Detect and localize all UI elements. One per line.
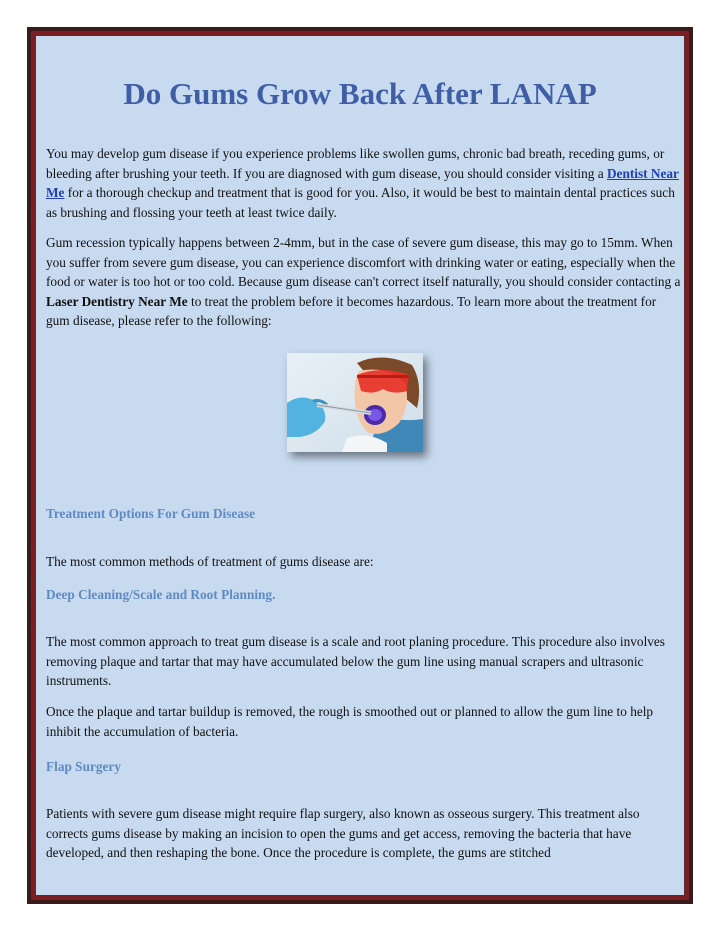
flap-surgery-heading: Flap Surgery (46, 759, 121, 774)
page-title: Do Gums Grow Back After LANAP (123, 76, 597, 111)
deep-cleaning-paragraph-1: The most common approach to treat gum disease is a scale and root planing procedure. This procedure also involves removing plaque and tartar that may have accumulated below the gum line using manual scrapers and ultrasonic instruments. (46, 634, 665, 689)
deep-cleaning-heading: Deep Cleaning/Scale and Root Planning. (46, 587, 276, 602)
recession-text-b: to treat the problem before it becomes hazardous. To learn more about the treatment for gum disease, please refer to the following: (46, 293, 657, 329)
methods-intro: The most common methods of treatment of gums disease are: (46, 554, 374, 569)
deep-cleaning-paragraph-2: Once the plaque and tartar buildup is removed, the rough is smoothed out or planned to allow the gum line to help inhibit the accumulation of bacteria. (46, 704, 654, 739)
intro-text-a: You may develop gum disease if you experience problems like swollen gums, chronic bad breath, receding gums, or bleeding after brushing your teeth. If you are diagnosed with gum disease, you should consider visiting a (46, 146, 665, 181)
flap-surgery-paragraph: Patients with severe gum disease might require flap surgery, also known as osseous surgery. This treatment also corrects gums disease by making an incision to open the gums and get access, removing the bacteria that have developed, and then reshaping the bone. Once the procedure is complete, the gums are stitched (46, 806, 640, 861)
page-frame (27, 27, 693, 904)
dental-laser-illustration (287, 353, 423, 452)
recession-text-a: Gum recession typically happens between 2-4mm, but in the case of severe gum disease, this may go to 15mm. When you suffer from severe gum disease, you can experience discomfort with drinking water or eating, especially when the food or water is too hot or too cold. Because gum disease can't correct itself naturally, you should consider contacting a (46, 235, 681, 290)
page-content (35, 35, 685, 896)
recession-paragraph (46, 233, 681, 331)
treatment-heading: Treatment Options For Gum Disease (46, 506, 256, 521)
intro-text-b: for a thorough checkup and treatment that is good for you. Also, it would be best to maintain dental practices such as brushing and flossing your teeth at least twice daily. (46, 185, 675, 220)
intro-paragraph (46, 144, 681, 222)
laser-dentistry-bold: Laser Dentistry Near Me (46, 293, 188, 309)
dentist-near-me-link[interactable]: Dentist Near Me (46, 165, 679, 201)
laser-dentistry-photo (287, 353, 423, 452)
